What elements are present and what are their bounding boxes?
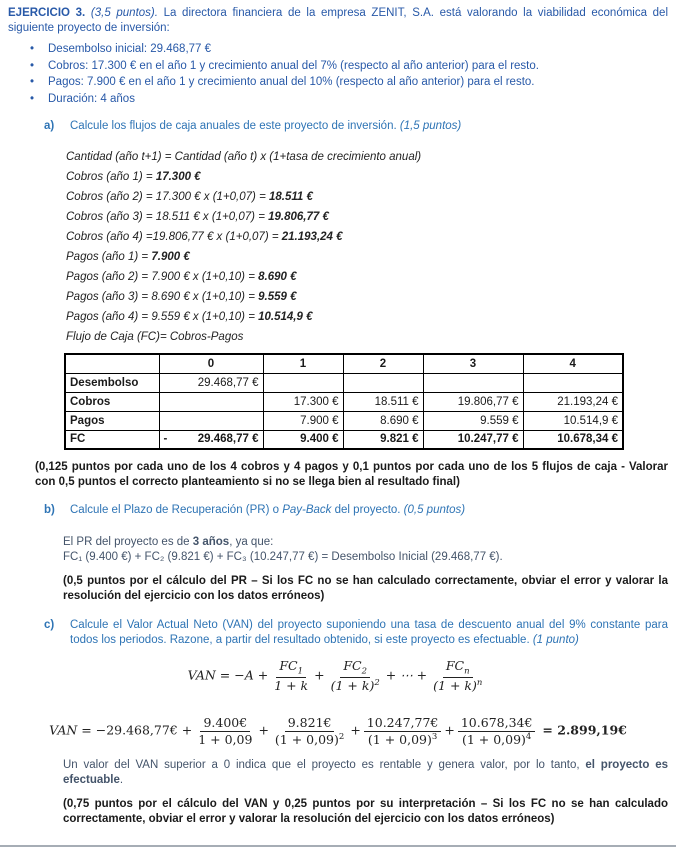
row-label: Desembolso: [65, 373, 159, 392]
table-row-cobros: [65, 392, 623, 411]
grading-note-b: (0,5 puntos por el cálculo del PR – Si los FC no se han calculado correctamente, obviar el error y valorar la resolución del ejercicio con los datos erróneos): [63, 575, 668, 602]
question-b: [44, 503, 668, 518]
frac-numerator: 9.400€: [203, 714, 248, 730]
plus-sign: +: [258, 722, 269, 738]
fraction: [328, 658, 383, 694]
value-cell: 9.400 €: [263, 430, 343, 449]
answer-c: [63, 758, 668, 788]
working-line-pre: Cantidad (año t+1) = Cantidad (año t) x (1+tasa de crecimiento anual): [66, 151, 422, 163]
bullet-item-pagos: • Pagos: 7.900 € en el año 1 y crecimiento anual del 10% (respecto al año anterior) para el resto.: [8, 74, 668, 91]
question-a-label: a): [44, 120, 55, 132]
grading-note-a: (0,125 puntos por cada uno de los 4 cobros y 4 pagos y 0,1 puntos por cada uno de los 5 flujos de caja - Valorar con 0,5 puntos el correcto planteamiento si no se llega bien al resultado final): [35, 461, 668, 488]
value-cell: 21.193,24 €: [523, 392, 623, 411]
plus-sign: +: [444, 722, 455, 738]
question-b-points: (0,5 puntos): [403, 504, 466, 516]
working-line-result: 19.806,77 €: [268, 211, 329, 223]
table-header-cell: 4: [523, 354, 623, 373]
value-cell: [523, 373, 623, 392]
table-header-cell: [65, 354, 159, 373]
van-result: = 2.899,19€: [542, 722, 627, 738]
answer-c-conclusion: el proyecto es efectuable: [63, 759, 668, 787]
fraction: [195, 715, 255, 747]
value-cell: 7.900 €: [263, 411, 343, 430]
working-line: [66, 327, 668, 347]
formula-lhs: [188, 667, 269, 682]
table-header-cell: 0: [159, 354, 263, 373]
answer-b-line1: [63, 535, 668, 550]
working-line: [66, 307, 668, 327]
working-line-pre: Cobros (año 3) = 18.511 € x (1+0,07) =: [66, 211, 269, 223]
frac-denominator: (1 + 0,09): [461, 731, 526, 747]
table-row-fc: [65, 430, 623, 449]
page-bottom-divider: [0, 845, 676, 847]
exercise-points: (3,5 puntos).: [85, 7, 158, 19]
answer-b-line2: FC₁ (9.400 €) + FC₂ (9.821 €) + FC₃ (10.247,77 €) = Desembolso Inicial (29.468,77 €).: [63, 551, 503, 563]
frac-denominator: (1 + k): [330, 678, 375, 694]
answer-b-pre: El PR del proyecto es de: [63, 536, 193, 548]
van-formula-general: [8, 658, 668, 694]
fraction: [458, 715, 536, 747]
frac-numerator: FC: [343, 658, 362, 673]
value-cell: [423, 373, 523, 392]
row-label: Cobros: [65, 392, 159, 411]
question-c-label: c): [44, 619, 55, 631]
minus-sign: -: [163, 433, 168, 446]
question-c-body: Calcule el Valor Actual Neto (VAN) del proyecto suponiendo una tasa de descuento anual del 9% constante para todos los periodos. Razone, a partir del resultado obtenido, si este proyecto es efectuable.: [70, 619, 668, 646]
value-cell: 9.559 €: [423, 411, 523, 430]
question-b-pre: Calcule el Plazo de Recuperación (PR) o: [70, 504, 283, 516]
answer-c-post: .: [119, 774, 124, 787]
exercise-heading: [8, 6, 668, 36]
working-line-pre: Pagos (año 2) = 7.900 € x (1+0,10) =: [66, 271, 259, 283]
van-symbol: VAN: [49, 722, 78, 738]
question-b-label: b): [44, 504, 55, 516]
table-row-pagos: [65, 411, 623, 430]
value-cell: 18.511 €: [343, 392, 423, 411]
fraction: [271, 658, 311, 694]
frac-den-sup: 4: [525, 731, 532, 742]
bullet-list: [8, 41, 668, 107]
frac-numerator: FC: [445, 658, 465, 673]
working-line: [66, 167, 668, 187]
question-c-text: [70, 618, 668, 648]
answer-b-payback-years: 3 años: [192, 536, 230, 548]
value-cell-negative: [159, 430, 263, 449]
frac-den-sup: 2: [374, 678, 380, 689]
fraction: [272, 715, 347, 747]
van-symbol: VAN: [187, 667, 216, 683]
value-cell: [343, 373, 423, 392]
question-b-text: [70, 503, 668, 518]
working-line-pre: Pagos (año 1) =: [66, 251, 152, 263]
working-line: [66, 227, 668, 247]
van-formula-numeric: [8, 715, 668, 747]
value-cell: 17.300 €: [263, 392, 343, 411]
frac-num-sub: 1: [297, 666, 303, 677]
frac-denominator: (1 + 0,09): [274, 731, 339, 747]
value-cell: 10.247,77 €: [423, 430, 523, 449]
fraction: [430, 658, 485, 694]
working-line-pre: Flujo de Caja (FC)= Cobros-Pagos: [66, 331, 244, 343]
working-line-pre: Cobros (año 4) =19.806,77 € x (1+0,07) =: [66, 231, 282, 243]
frac-denominator: 1 + k: [274, 678, 309, 694]
table-header-cell: 2: [343, 354, 423, 373]
frac-denominator: 1 + 0,09: [198, 731, 253, 747]
frac-num-sub: 2: [361, 666, 368, 677]
exercise-label: EJERCICIO 3.: [8, 7, 86, 19]
question-a: [44, 119, 668, 134]
working-line-pre: Pagos (año 4) = 9.559 € x (1+0,10) =: [66, 311, 259, 323]
working-line: [66, 187, 668, 207]
question-c: [44, 618, 668, 648]
question-a-text: [70, 119, 668, 134]
working-line-result: 8.690 €: [258, 271, 297, 283]
frac-den-sup: 3: [431, 731, 438, 742]
working-line: [66, 287, 668, 307]
frac-numerator: 10.247,77€: [366, 714, 439, 730]
value-cell: [159, 392, 263, 411]
exercise-intro-text: La directora financiera de la empresa ZENIT, S.A. está valorando la viabilidad económica del siguiente proyecto de inversión:: [8, 7, 668, 34]
frac-den-sup: n: [476, 678, 483, 689]
value-cell: [159, 411, 263, 430]
frac-numerator: 9.821€: [287, 714, 332, 730]
working-line-result: 17.300 €: [155, 171, 201, 183]
formula-lhs-rest: = −29.468,77€ +: [77, 722, 193, 738]
formula-lhs-rest: = −A +: [215, 667, 269, 683]
working-line-pre: Cobros (año 2) = 17.300 € x (1+0,07) =: [66, 191, 269, 203]
frac-denominator: (1 + k): [433, 678, 477, 694]
question-c-points: (1 punto): [532, 634, 579, 646]
answer-b: [63, 535, 668, 565]
bullet-item-cobros: • Cobros: 17.300 € en el año 1 y crecimiento anual del 7% (respecto al año anterior) para el resto.: [8, 58, 668, 75]
working-block: [66, 147, 668, 347]
frac-numerator: FC: [279, 658, 298, 673]
bullet-item-duracion: • Duración: 4 años: [8, 91, 668, 108]
cashflow-table: [64, 353, 624, 450]
grading-note-c: (0,75 puntos por el cálculo del VAN y 0,25 puntos por su interpretación – Si los FC no se han calculado correctamente, obviar el error y valorar la resolución del ejercicio con los datos erróneos): [63, 798, 668, 825]
frac-numerator: 10.678,34€: [460, 714, 533, 730]
value-cell: [263, 373, 343, 392]
bullet-item-desembolso: • Desembolso inicial: 29.468,77 €: [8, 41, 668, 58]
dots: + ⋯ +: [385, 667, 428, 683]
question-a-body: Calcule los flujos de caja anuales de este proyecto de inversión.: [70, 120, 400, 132]
value-cell: 29.468,77 €: [159, 373, 263, 392]
working-line-pre: Pagos (año 3) = 8.690 € x (1+0,10) =: [66, 291, 259, 303]
value-cell: 8.690 €: [343, 411, 423, 430]
formula-lhs: [49, 723, 192, 738]
value-cell: 9.821 €: [343, 430, 423, 449]
working-line-result: 18.511 €: [268, 191, 313, 203]
table-header-row: [65, 354, 623, 373]
working-line-result: 7.900 €: [151, 251, 190, 263]
table-header-cell: 1: [263, 354, 343, 373]
question-b-post: del proyecto.: [331, 504, 404, 516]
working-line-pre: Cobros (año 1) =: [66, 171, 156, 183]
value-cell: 10.514,9 €: [523, 411, 623, 430]
answer-b-post: , ya que:: [229, 536, 274, 548]
table-header-cell: 3: [423, 354, 523, 373]
working-line-result: 10.514,9 €: [258, 311, 313, 323]
answer-c-pre: Un valor del VAN superior a 0 indica que el proyecto es rentable y genera valor, por lo tanto,: [63, 759, 586, 772]
value: 29.468,77 €: [197, 433, 259, 446]
plus-sign: +: [314, 667, 325, 683]
row-label: Pagos: [65, 411, 159, 430]
frac-denominator: (1 + 0,09): [367, 731, 432, 747]
plus-sign: +: [350, 722, 361, 738]
working-line: [66, 267, 668, 287]
frac-den-sup: 2: [338, 731, 345, 742]
row-label: FC: [65, 430, 159, 449]
table-row-desembolso: [65, 373, 623, 392]
working-line: [66, 247, 668, 267]
value-cell: 10.678,34 €: [523, 430, 623, 449]
working-line: [66, 207, 668, 227]
working-line-result: 21.193,24 €: [281, 231, 343, 243]
fraction: [364, 715, 442, 747]
working-line: [66, 147, 668, 167]
question-a-points: (1,5 puntos): [399, 120, 462, 132]
working-line-result: 9.559 €: [258, 291, 297, 303]
question-b-payback: Pay-Back: [282, 504, 332, 516]
frac-num-sub: n: [464, 666, 470, 677]
value-cell: 19.806,77 €: [423, 392, 523, 411]
